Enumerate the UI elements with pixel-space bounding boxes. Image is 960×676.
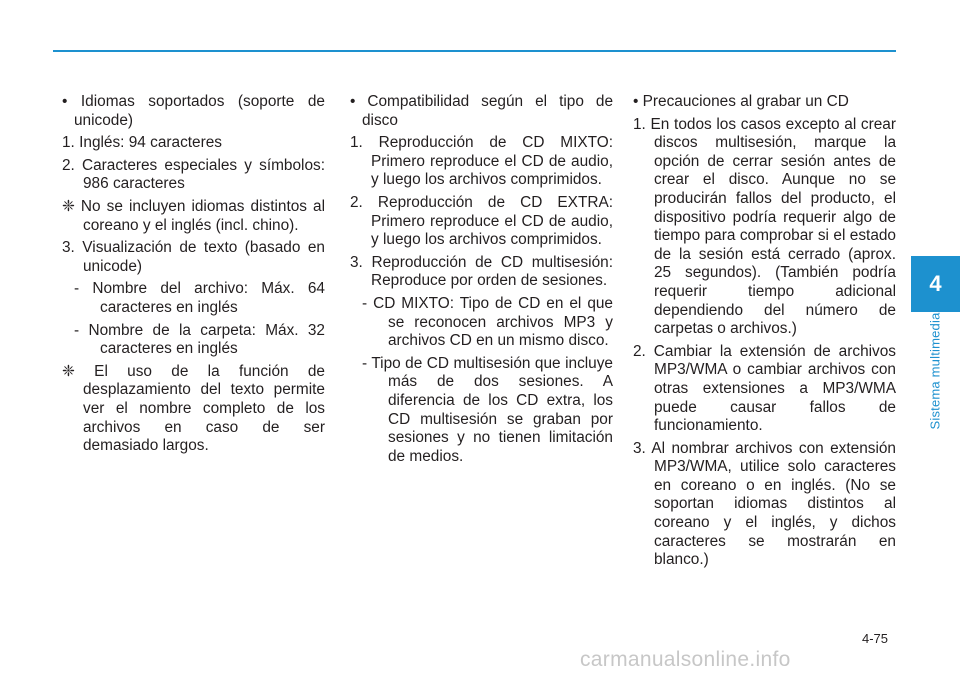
note-desplazamiento: ❈ El uso de la función de desplazamiento del texto permite ver el nombre completo de los archivos en caso de ser demasiado largos.	[62, 362, 325, 455]
column-1	[62, 93, 325, 460]
compat-heading: • Compatibilidad según el tipo de disco	[350, 93, 613, 129]
precaucion-item-2: 2. Cambiar la extensión de archivos MP3/WMA o cambiar archivos con otras extensiones a MP3/WMA puede causar fallos de funcionamiento.	[633, 342, 896, 435]
precaucion-item-3: 3. Al nombrar archivos con extensión MP3/WMA, utilice solo caracteres en coreano o en inglés. (No se soportan idiomas distintos al coreano y el inglés, y dichos caracteres se mostrarán en blanco.)	[633, 439, 896, 569]
visualizacion-item: 3. Visualización de texto (basado en unicode)	[62, 239, 325, 275]
chapter-tab: 4	[911, 256, 960, 312]
precaucion-item-1: 1. En todos los casos excepto al crear discos multisesión, marque la opción de cerrar sesión antes de crear el disco. Aunque no se producirán fallos del producto, el dispositivo podría requerir algo de tiempo para comprobar si el estado de la sesión está cerrado (aprox. 25 segundos). (También podría requerir tiempo adicional dependiendo del número de carpetas o archivos.)	[633, 115, 896, 338]
mixto-subitem: - CD MIXTO: Tipo de CD en el que se reconocen archivos MP3 y archivos CD en un mismo disco.	[362, 294, 613, 350]
note-idiomas: ❈ No se incluyen idiomas distintos al coreano y el inglés (incl. chino).	[62, 197, 325, 234]
page-number: 4-75	[862, 631, 889, 646]
section-title: Sistema multimedia	[927, 312, 943, 430]
watermark: carmanualsonline.info	[580, 648, 791, 671]
archivo-subitem: - Nombre del archivo: Máx. 64 caracteres en inglés	[74, 280, 325, 316]
carpeta-subitem: - Nombre de la carpeta: Máx. 32 caracteres en inglés	[74, 321, 325, 358]
top-rule	[53, 50, 896, 52]
especiales-item: 2. Caracteres especiales y símbolos: 986 caracteres	[62, 156, 325, 193]
precauciones-heading: • Precauciones al grabar un CD	[633, 93, 849, 110]
ingles-item: 1. Inglés: 94 caracteres	[62, 134, 222, 152]
column-3	[633, 93, 896, 574]
idiomas-heading: • Idiomas soportados (soporte de unicode)	[62, 93, 325, 129]
multisesion-subitem: - Tipo de CD multisesión que incluye más de dos sesiones. A diferencia de los CD extra, los CD multisesión se graban por sesiones y no tienen limitación de medios.	[362, 354, 613, 465]
extra-item: 2. Reproducción de CD EXTRA: Primero reproduce el CD de audio, y luego los archivos comprimidos.	[350, 193, 613, 249]
mixto-item: 1. Reproducción de CD MIXTO: Primero reproduce el CD de audio, y luego los archivos comprimidos.	[350, 134, 613, 189]
column-2	[350, 93, 613, 470]
multi-item: 3. Reproducción de CD multisesión: Reproduce por orden de sesiones.	[350, 253, 613, 290]
